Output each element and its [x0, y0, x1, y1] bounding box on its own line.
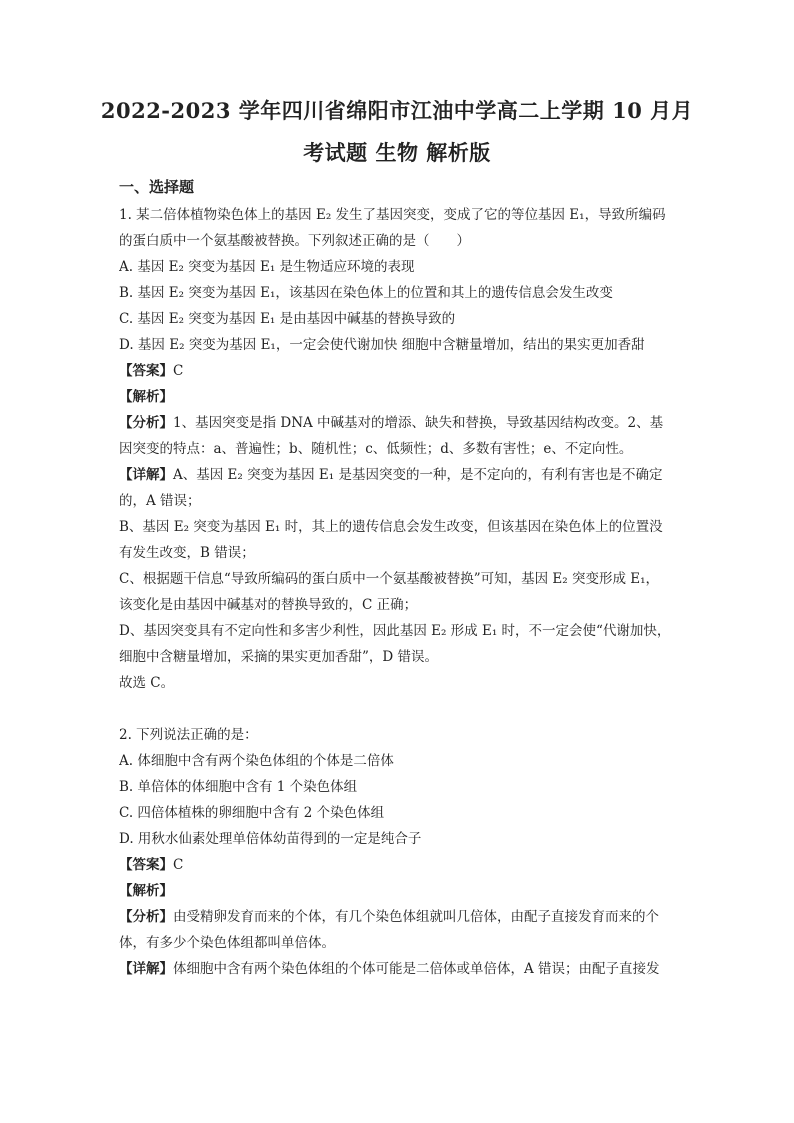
q1-xiangjie-line-8: 细胞中含糖量增加，采摘的果实更加香甜”，D 错误。	[119, 649, 439, 665]
q1-answer-tag: 【答案】	[119, 363, 173, 379]
q2-answer-value: C	[173, 857, 184, 873]
q1-fenxi-tag: 【分析】	[119, 415, 173, 431]
q2-xiangjie-line-1	[119, 956, 681, 982]
q1-answer-value: C	[173, 363, 184, 379]
question-spacer	[119, 696, 681, 722]
q1-option-d: D. 基因 E₂ 突变为基因 E₁，一定会使代谢加快 细胞中含糖量增加，结出的果实更加香甜	[119, 337, 645, 353]
q2-option-d: D. 用秋水仙素处理单倍体幼苗得到的一定是纯合子	[119, 831, 422, 847]
q1-xiangjie-line-1	[119, 462, 681, 488]
q2-xiangjie-tag: 【详解】	[119, 961, 173, 977]
document-title-line-2: 考试题 生物 解析版	[303, 140, 491, 165]
q2-fenxi-text-1: 由受精卵发育而来的个体，有几个染色体组就叫几倍体，由配子直接发育而来的个	[173, 909, 659, 925]
q2-stem: 2. 下列说法正确的是：	[119, 727, 258, 743]
q2-option-b: B. 单倍体的体细胞中含有 1 个染色体组	[119, 779, 358, 795]
q1-option-a: A. 基因 E₂ 突变为基因 E₁ 是生物适应环境的表现	[119, 259, 415, 275]
q2-xiangjie-text-1: 体细胞中含有两个染色体组的个体可能是二倍体或单倍体，A 错误；由配子直接发	[173, 961, 660, 977]
document-body	[119, 202, 681, 982]
q1-analysis-tag: 【解析】	[119, 389, 173, 405]
q1-stem-line-1: 1. 某二倍体植物染色体上的基因 E₂ 发生了基因突变，变成了它的等位基因 E₁，导致所编码	[119, 207, 666, 223]
q1-xiangjie-line-7: D、基因突变具有不定向性和多害少利性，因此基因 E₂ 形成 E₁ 时，不一定会使“代谢加快，	[119, 623, 671, 639]
q1-option-b: B. 基因 E₂ 突变为基因 E₁，该基因在染色体上的位置和其上的遗传信息会发生改变	[119, 285, 613, 301]
q2-fenxi-line-1	[119, 904, 681, 930]
q1-xiangjie-line-2: 的，A 错误；	[119, 493, 201, 509]
q1-xiangjie-tag: 【详解】	[119, 467, 173, 483]
document-title-line-1: 2022-2023 学年四川省绵阳市江油中学高二上学期 10 月月	[100, 98, 694, 123]
q1-xiangjie-line-4: 有发生改变，B 错误；	[119, 545, 255, 561]
q1-option-c: C. 基因 E₂ 突变为基因 E₁ 是由基因中碱基的替换导致的	[119, 311, 456, 327]
q2-answer-tag: 【答案】	[119, 857, 173, 873]
q1-fenxi-line-2: 因突变的特点：a、普遍性；b、随机性；c、低频性；d、多数有害性；e、不定向性。	[119, 441, 633, 457]
q1-xiangjie-text-1: A、基因 E₂ 突变为基因 E₁ 是基因突变的一种，是不定向的，有利有害也是不确定	[173, 467, 663, 483]
q1-xiangjie-line-3: B、基因 E₂ 突变为基因 E₁ 时，其上的遗传信息会发生改变，但该基因在染色体上的位置没	[119, 519, 663, 535]
q2-fenxi-line-2: 体，有多少个染色体组都叫单倍体。	[119, 935, 335, 951]
q2-fenxi-tag: 【分析】	[119, 909, 173, 925]
q1-answer-line	[119, 358, 681, 384]
q1-xiangjie-line-6: 该变化是由基因中碱基对的替换导致的，C 正确；	[119, 597, 418, 613]
q1-conclusion: 故选 C。	[119, 675, 175, 691]
q2-option-c: C. 四倍体植株的卵细胞中含有 2 个染色体组	[119, 805, 385, 821]
q1-stem-line-2: 的蛋白质中一个氨基酸被替换。下列叙述正确的是（ ）	[119, 233, 470, 249]
q2-answer-line	[119, 852, 681, 878]
section-heading: 一、选择题	[119, 178, 195, 196]
q1-xiangjie-line-5: C、根据题干信息“导致所编码的蛋白质中一个氨基酸被替换”可知，基因 E₂ 突变形成 E₁，	[119, 571, 660, 587]
q2-option-a: A. 体细胞中含有两个染色体组的个体是二倍体	[119, 753, 394, 769]
q2-analysis-tag: 【解析】	[119, 883, 173, 899]
q1-fenxi-text-1: 1、基因突变是指 DNA 中碱基对的增添、缺失和替换，导致基因结构改变。2、基	[173, 415, 664, 431]
q1-fenxi-line-1	[119, 410, 681, 436]
